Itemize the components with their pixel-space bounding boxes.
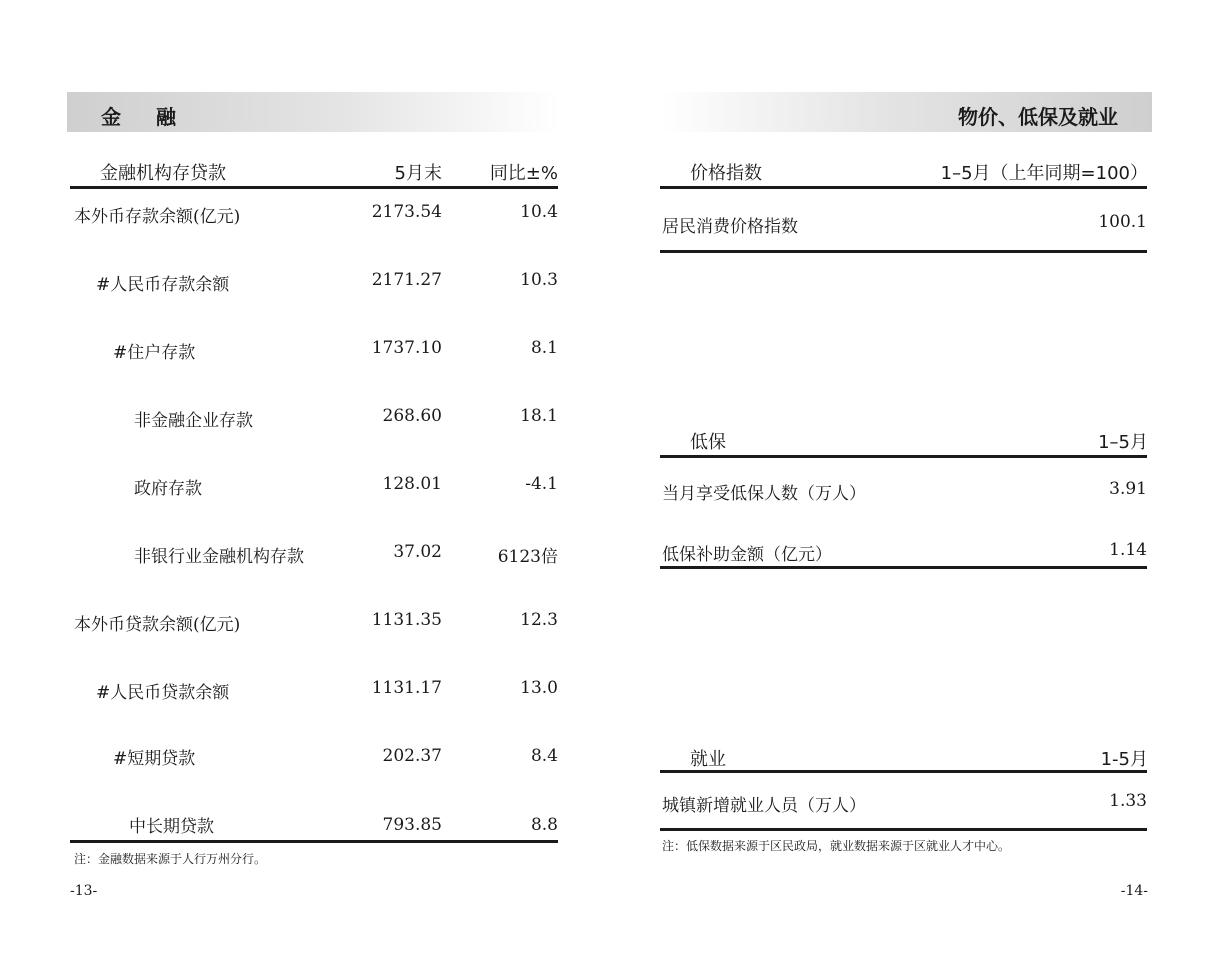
section-title: 金 融 <box>101 105 190 129</box>
source-note: 注：金融数据来源于人行万州分行。 <box>74 852 267 866</box>
row-value: 1.14 <box>1109 540 1147 560</box>
row-label: #人民币贷款余额 <box>96 683 230 703</box>
header-rule <box>660 770 1147 773</box>
section-banner-prices <box>660 92 1152 132</box>
column-header-yoy: 同比±% <box>489 163 558 184</box>
row-value: 128.01 <box>382 474 442 494</box>
page-number: -13- <box>70 883 98 899</box>
table-bottom-rule <box>660 828 1147 831</box>
column-header-category: 金融机构存贷款 <box>100 163 226 184</box>
column-header-period: 1–5月 <box>1098 432 1148 453</box>
row-value: 37.02 <box>393 542 442 562</box>
row-yoy: -4.1 <box>525 474 558 494</box>
row-yoy: 12.3 <box>520 610 558 630</box>
header-rule <box>70 186 558 189</box>
row-label: #住户存款 <box>113 343 196 363</box>
row-value: 2171.27 <box>371 270 442 290</box>
column-header-period: 1-5月 <box>1100 749 1148 770</box>
row-value: 1131.17 <box>371 678 442 698</box>
header-rule <box>660 186 1147 189</box>
page-number: -14- <box>1120 883 1148 899</box>
row-yoy: 8.8 <box>530 815 558 835</box>
row-value: 202.37 <box>382 746 442 766</box>
row-value: 1.33 <box>1109 791 1147 811</box>
section-title: 物价、低保及就业 <box>958 105 1118 129</box>
row-label: 本外币贷款余额(亿元) <box>74 615 241 635</box>
table-bottom-rule <box>660 566 1147 569</box>
row-value: 3.91 <box>1109 479 1147 499</box>
row-label: 当月享受低保人数（万人） <box>662 484 866 504</box>
row-label: 非金融企业存款 <box>134 411 253 431</box>
row-yoy: 8.1 <box>530 338 558 358</box>
row-yoy: 13.0 <box>520 678 558 698</box>
row-label: 中长期贷款 <box>129 817 214 837</box>
row-label: #短期贷款 <box>113 749 196 769</box>
column-header-employment: 就业 <box>690 749 726 770</box>
row-yoy: 10.4 <box>520 202 558 222</box>
row-value: 1737.10 <box>371 338 442 358</box>
row-label: 城镇新增就业人员（万人） <box>662 796 866 816</box>
column-header-price-index: 价格指数 <box>690 163 762 184</box>
row-label: 非银行业金融机构存款 <box>134 547 304 567</box>
row-value: 268.60 <box>382 406 442 426</box>
row-label: 低保补助金额（亿元） <box>662 545 832 565</box>
row-yoy: 8.4 <box>530 746 558 766</box>
row-yoy: 6123倍 <box>497 547 558 567</box>
column-header-subsidy: 低保 <box>690 432 726 453</box>
row-label: 政府存款 <box>134 479 202 499</box>
row-value: 793.85 <box>382 815 442 835</box>
table-bottom-rule <box>660 250 1147 253</box>
row-label: 居民消费价格指数 <box>662 217 798 237</box>
row-label: 本外币存款余额(亿元) <box>74 207 241 227</box>
row-yoy: 10.3 <box>520 270 558 290</box>
column-header-period: 1–5月（上年同期=100） <box>940 163 1148 184</box>
row-value: 1131.35 <box>371 610 442 630</box>
row-value: 2173.54 <box>371 202 442 222</box>
row-label: #人民币存款余额 <box>96 275 230 295</box>
row-yoy: 18.1 <box>520 406 558 426</box>
source-note: 注：低保数据来源于区民政局，就业数据来源于区就业人才中心。 <box>662 839 1011 853</box>
table-bottom-rule <box>70 840 558 843</box>
section-banner-finance <box>67 92 560 132</box>
column-header-may-end: 5月末 <box>394 163 442 184</box>
header-rule <box>660 455 1147 458</box>
row-value: 100.1 <box>1098 212 1147 232</box>
